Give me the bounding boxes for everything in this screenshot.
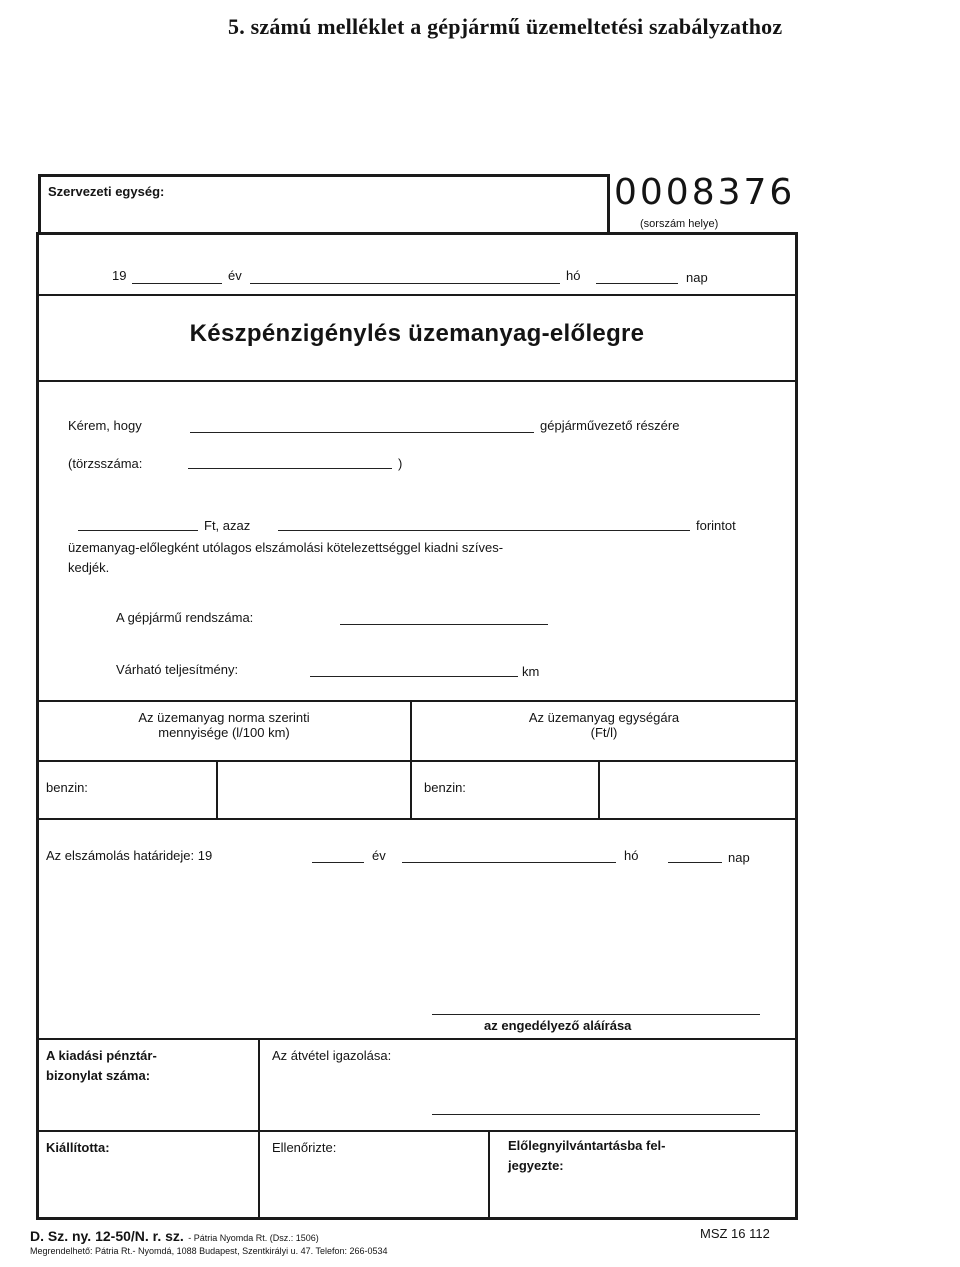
acceptance-label: Az átvétel igazolása:: [272, 1048, 392, 1063]
deadline-year-word: év: [372, 848, 386, 863]
amount-blank[interactable]: [78, 530, 198, 531]
deadline-month-word: hó: [624, 848, 639, 863]
org-unit-box: [38, 174, 610, 234]
ft-azaz-label: Ft, azaz: [204, 518, 251, 533]
request-sentence-1: üzemanyag-előlegként utólagos elszámolási kötelezettséggel kiadni szíves-: [68, 540, 504, 555]
table-divider: [598, 760, 600, 818]
date-day-blank[interactable]: [596, 283, 678, 284]
printer-info: - Pátria Nyomda Rt. (Dsz.: 1506): [188, 1233, 319, 1243]
benzin-price-value[interactable]: [602, 764, 792, 814]
acceptance-signature-line[interactable]: [432, 1114, 760, 1115]
amount-words-blank[interactable]: [278, 530, 690, 531]
plate-label: A gépjármű rendszáma:: [116, 610, 254, 625]
benzin-norm-label: benzin:: [46, 780, 88, 795]
serial-caption: (sorszám helye): [640, 218, 719, 230]
table-divider: [258, 1130, 260, 1218]
footer-code-line: [30, 1228, 319, 1246]
divider: [36, 818, 798, 820]
divider: [36, 760, 798, 762]
divider: [36, 1130, 798, 1132]
torzs-close: ): [398, 456, 403, 471]
divider: [36, 700, 798, 702]
km-unit: km: [522, 664, 540, 679]
serial-number: 0008376: [614, 172, 796, 213]
norm-header-line1: Az üzemanyag norma szerinti: [138, 710, 310, 725]
price-header: [414, 710, 794, 740]
deadline-year-blank[interactable]: [312, 862, 364, 863]
divider: [36, 380, 798, 382]
divider: [36, 294, 798, 296]
date-year-word: év: [228, 268, 242, 283]
form-title: Készpénzigénylés üzemanyag-előlegre: [189, 320, 645, 347]
deadline-month-blank[interactable]: [402, 862, 616, 863]
norm-header: [40, 710, 408, 740]
torzs-blank[interactable]: [188, 468, 392, 469]
standard-code: MSZ 16 112: [700, 1226, 770, 1241]
receipt-label-1: A kiadási pénztár-: [46, 1048, 157, 1063]
performance-label: Várható teljesítmény:: [116, 662, 239, 677]
form-code: D. Sz. ny. 12-50/N. r. sz.: [30, 1228, 184, 1244]
norm-header-line2: mennyisége (l/100 km): [158, 725, 290, 740]
request-sentence-2: kedjék.: [68, 560, 110, 575]
forintot-label: forintot: [696, 518, 736, 533]
approver-signature-label: az engedélyező aláírása: [484, 1018, 632, 1033]
plate-blank[interactable]: [340, 624, 548, 625]
table-divider: [410, 700, 412, 818]
driver-for-label: gépjárművezető részére: [540, 418, 680, 433]
table-divider: [258, 1038, 260, 1130]
annex-header: 5. számú melléklet a gépjármű üzemeltetési szabályzathoz: [228, 14, 783, 39]
deadline-label: Az elszámolás határideje: 19: [46, 848, 213, 863]
receipt-label-2: bizonylat száma:: [46, 1068, 151, 1083]
price-header-line2: (Ft/l): [590, 725, 618, 740]
date-month-word: hó: [566, 268, 581, 283]
kerem-label: Kérem, hogy: [68, 418, 142, 433]
benzin-norm-value[interactable]: [220, 764, 406, 814]
price-header-line1: Az üzemanyag egységára: [528, 710, 680, 725]
issued-by-label: Kiállította:: [46, 1140, 110, 1155]
register-label-1: Előlegnyilvántartásba fel-: [508, 1138, 666, 1153]
date-year-prefix: 19: [112, 268, 127, 283]
table-divider: [488, 1130, 490, 1218]
torzs-label: (törzsszáma:: [68, 456, 143, 471]
deadline-day-blank[interactable]: [668, 862, 722, 863]
benzin-price-label: benzin:: [424, 780, 466, 795]
divider: [36, 1038, 798, 1040]
driver-name-blank[interactable]: [190, 432, 534, 433]
approver-signature-line[interactable]: [432, 1014, 760, 1015]
checked-by-label: Ellenőrizte:: [272, 1140, 337, 1155]
performance-blank[interactable]: [310, 676, 518, 677]
table-divider: [216, 760, 218, 818]
deadline-day-word: nap: [728, 850, 750, 865]
register-label-2: jegyezte:: [508, 1158, 564, 1173]
date-day-word: nap: [686, 270, 708, 285]
date-month-blank[interactable]: [250, 283, 560, 284]
order-info: Megrendelhető: Pátria Rt.- Nyomdá, 1088 Budapest, Szentkirályi u. 47. Telefon: 266-0534: [30, 1246, 388, 1256]
org-unit-label: Szervezeti egység:: [48, 184, 165, 199]
date-year-blank[interactable]: [132, 283, 222, 284]
